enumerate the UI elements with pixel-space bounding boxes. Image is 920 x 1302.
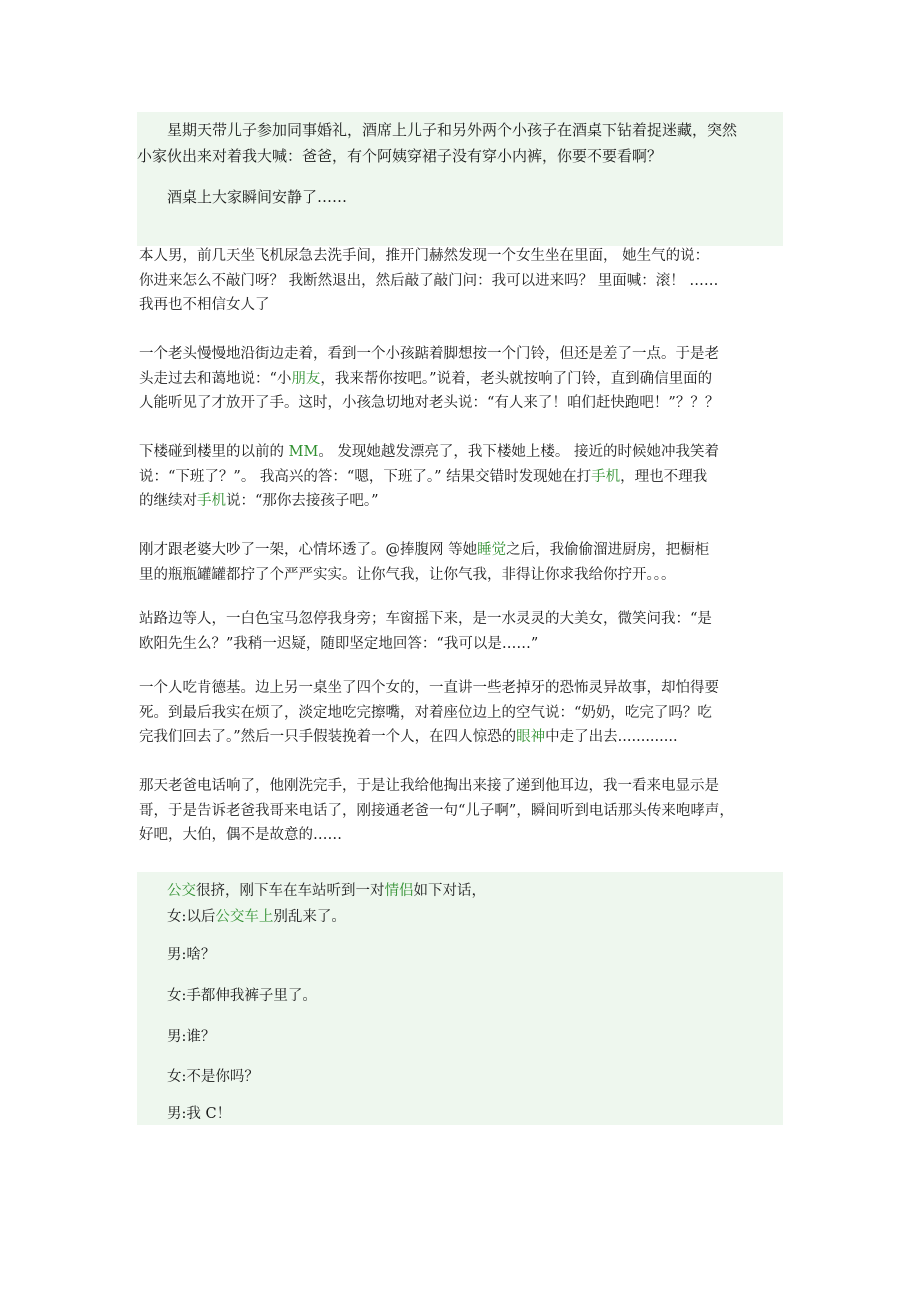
- story-text: 那天老爸电话响了，他刚洗完手，于是让我给他掏出来接了递到他耳边，我一看来电显示是: [139, 778, 719, 794]
- story-text: 头走过去和蔼地说：“小朋友，我来帮你按吧。”说着，老头就按响了门铃，直到确信里面的: [139, 370, 713, 387]
- link-friend[interactable]: 朋友: [291, 370, 321, 387]
- story-text: 星期天带儿子参加同事婚礼，酒席上儿子和另外两个小孩子在酒桌下钻着捉迷藏，突然: [167, 121, 738, 139]
- story-text: 死。到最后我实在烦了，淡定地吃完擦嘴，对着座位边上的空气说：“奶奶，吃完了吗？吃: [139, 704, 712, 721]
- story-box-bus: [137, 872, 783, 1125]
- story-text: 下楼碰到楼里的以前的 MM。 发现她越发漂亮了，我下楼她上楼。 接近的时候她冲我笑着: [139, 444, 720, 460]
- story-text: 里的瓶瓶罐罐都拧了个严严实实。让你气我，让你气我，非得让你求我给你拧开。。。: [139, 566, 676, 583]
- story-text: 好吧，大伯，偶不是故意的……: [139, 827, 342, 843]
- story-text: 说：“下班了？”。 我高兴的答：“嗯，下班了。” 结果交错时发现她在打手机，理也不理我: [139, 468, 708, 485]
- story-airplane: [139, 244, 789, 318]
- story-text: 一个老头慢慢地沿街边走着，看到一个小孩踮着脚想按一个门铃，但还是差了一点。于是老: [139, 346, 719, 362]
- story-stairs: [139, 440, 789, 514]
- link-bus[interactable]: 公交: [167, 883, 196, 899]
- dialogue-line: 女:手都伸我裤子里了。: [167, 988, 317, 1004]
- story-paragraph: 酒桌上大家瞬间安静了……: [167, 188, 348, 206]
- story-jars: [139, 538, 789, 587]
- dialogue-line: 男:谁？: [167, 1029, 216, 1045]
- story-text: 的继续对手机说：“那你去接孩子吧。”: [139, 493, 379, 509]
- link-eyes[interactable]: 眼神: [516, 729, 546, 745]
- story-text: 一个人吃肯德基。边上另一桌坐了四个女的，一直讲一些老掉牙的恐怖灵异故事，却怕得要: [139, 680, 719, 696]
- story-text: 我再也不相信女人了: [139, 297, 270, 313]
- story-text: 人能听见了才放开了手。这时，小孩急切地对老头说：“有人来了！咱们赶快跑吧！”？？？: [139, 395, 720, 411]
- story-box-wedding: [137, 112, 783, 246]
- story-text: 欧阳先生么？”我稍一迟疑，随即坚定地回答：“我可以是……”: [139, 635, 539, 652]
- story-text: 站路边等人，一白色宝马忽停我身旁；车窗摇下来，是一水灵灵的大美女，微笑问我：“是: [139, 611, 712, 627]
- story-text: 刚才跟老婆大吵了一架，心情坏透了。@捧腹网 等她睡觉之后，我偷偷溜进厨房，把橱柜: [139, 542, 710, 558]
- dialogue-line: 女:不是你吗？: [167, 1069, 259, 1085]
- dialogue-line: 男:我 C！: [167, 1106, 232, 1122]
- link-couple[interactable]: 情侣: [384, 883, 414, 899]
- link-phone[interactable]: 手机: [591, 468, 621, 485]
- link-on-bus[interactable]: 公交车上: [215, 909, 274, 925]
- story-bmw: [139, 607, 789, 656]
- story-text: 女:以后公交车上别乱来了。: [167, 909, 346, 925]
- story-text: 本人男，前几天坐飞机尿急去洗手间，推开门赫然发现一个女生坐在里面， 她生气的说：: [139, 248, 710, 264]
- story-text: 小家伙出来对着我大喊：爸爸，有个阿姨穿裙子没有穿小内裤，你要不要看啊？: [137, 147, 663, 165]
- link-sleep[interactable]: 睡觉: [477, 542, 507, 558]
- link-phone[interactable]: 手机: [197, 493, 226, 509]
- story-paragraph: [137, 117, 779, 169]
- story-text: 完我们回去了。”然后一只手假装挽着一个人，在四人惊恐的眼神中走了出去.............: [139, 729, 678, 745]
- story-text: 你进来怎么不敲门呀？ 我断然退出，然后敲了敲门问：我可以进来吗？ 里面喊：滚！ ……: [139, 272, 719, 289]
- story-kfc: [139, 676, 789, 750]
- story-phone-call: [139, 774, 789, 848]
- link-mm[interactable]: MM: [288, 444, 319, 460]
- story-doorbell: [139, 342, 789, 416]
- story-text: 公交很挤，刚下车在车站听到一对情侣如下对话，: [167, 883, 486, 899]
- story-text: 哥，于是告诉老爸我哥来电话了，刚接通老爸一句“儿子啊”，瞬间听到电话那头传来咆哮声，: [139, 802, 734, 819]
- dialogue-line: 男:啥？: [167, 947, 216, 963]
